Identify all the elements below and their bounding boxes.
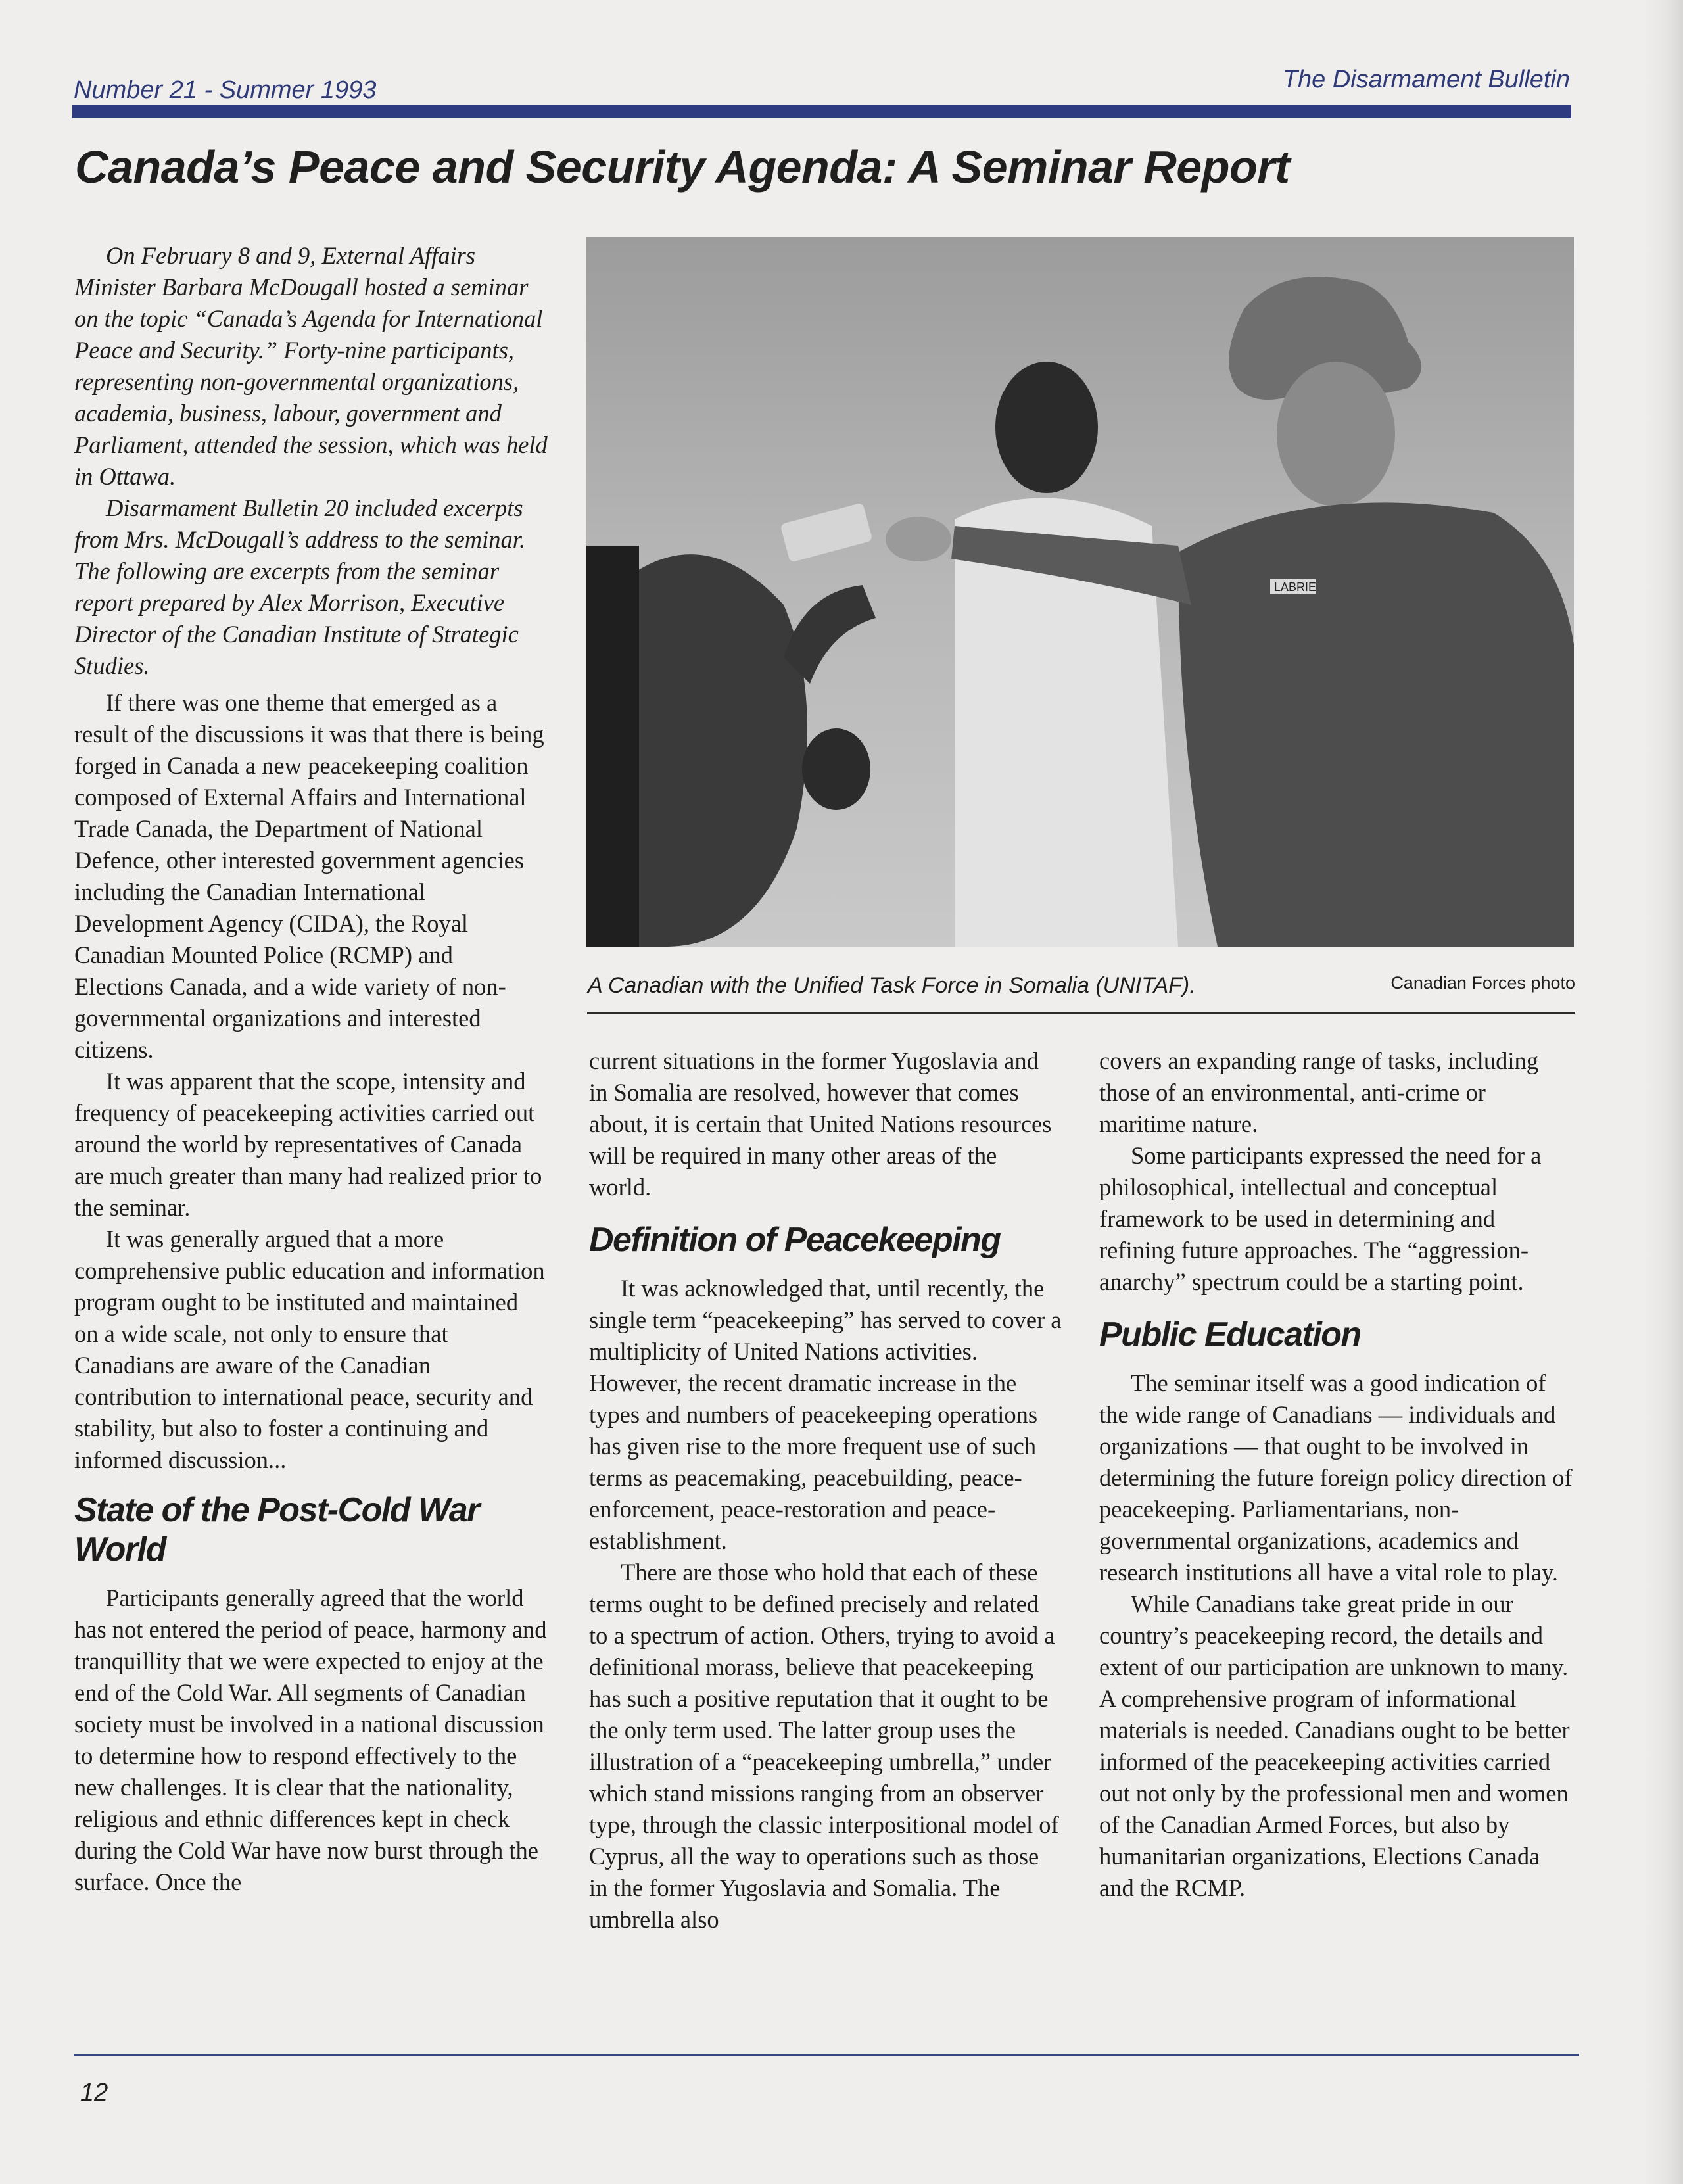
- body-paragraph: current situations in the former Yugoslavia and in Somalia are resolved, however that comes about, it is certain that United Nations resources will be required in many other areas of the world.: [589, 1047, 1052, 1200]
- body-paragraph: Participants generally agreed that the world has not entered the period of peace, harmony and tranquillity that we were expected to enjoy at the end of the Cold War. All segments of Canadian society must be involved in a national discussion to determine how to respond effectively to the new challenges. It is clear that the nationality, religious and ethnic differences kept in check during the Cold War have now burst through the surface. Once the: [74, 1584, 547, 1895]
- photo-illustration: [586, 237, 1574, 947]
- article-intro: [74, 240, 548, 682]
- column-2: [589, 1045, 1062, 1935]
- body-paragraph: The seminar itself was a good indication of the wide range of Canadians — individuals and organizations — that ought to be involved in determining the future foreign policy direction of peacekeeping. Parliamentarians, non-governmental organizations, academics and research institutions all have a vital role to play.: [1099, 1369, 1573, 1586]
- page-edge-shadow: [1644, 0, 1683, 2184]
- header-rule: [72, 105, 1571, 118]
- article-photo: [586, 237, 1574, 947]
- body-paragraph: There are those who hold that each of these terms ought to be defined precisely and related to a spectrum of action. Others, trying to avoid a definitional morass, believe that peacekeeping has such a positive reputation that it ought to be the only term used. The latter group uses the illustration of a “peacekeeping umbrella,” under which stand missions ranging from an observer type, through the classic interpositional model of Cyprus, all the way to operations such as those in the former Yugoslavia and Somalia. The umbrella also: [589, 1559, 1059, 1933]
- photo-caption: A Canadian with the Unified Task Force in Somalia (UNITAF).: [588, 973, 1196, 998]
- section-heading-public-education: Public Education: [1099, 1316, 1361, 1354]
- body-paragraph: It was apparent that the scope, intensity and frequency of peacekeeping activities carried out around the world by representatives of Canada are much greater than many had realized prior to the seminar.: [74, 1068, 542, 1221]
- article-title: Canada’s Peace and Security Agenda: A Seminar Report: [75, 141, 1290, 193]
- footer-rule: [74, 2054, 1579, 2056]
- body-paragraph: It was acknowledged that, until recently, the single term “peacekeeping” has served to cover a multiplicity of United Nations activities. However, the recent dramatic increase in the types and numbers of peacekeeping operations has given rise to the more frequent use of such terms as peacemaking, peacebuilding, peace-enforcement, peace-restoration and peace-establishment.: [589, 1275, 1062, 1554]
- body-paragraph: If there was one theme that emerged as a result of the discussions it was that there is being forged in Canada a new peacekeeping coalition composed of External Affairs and International Trade Canada, the Department of National Defence, other interested government agencies including the Canadian International Development Agency (CIDA), the Royal Canadian Mounted Police (RCMP) and Elections Canada, and a wide variety of non-governmental organizations and interested citizens.: [74, 689, 544, 1063]
- caption-rule: [587, 1012, 1575, 1014]
- intro-paragraph: On February 8 and 9, External Affairs Minister Barbara McDougall hosted a seminar on the topic “Canada’s Agenda for International Peace and Security.” Forty-nine participants, representing non-governmental organizations, academia, business, labour, government and Parliament, attended the session, which was held in Ottawa.: [74, 242, 548, 490]
- body-paragraph: covers an expanding range of tasks, including those of an environmental, anti-crime or maritime nature.: [1099, 1047, 1538, 1137]
- column-1: [74, 240, 548, 1898]
- body-paragraph: While Canadians take great pride in our country’s peacekeeping record, the details and extent of our participation are unknown to many. A comprehensive program of informational materials is needed. Canadians ought to be better informed of the peacekeeping activities carried out not only by the professional men and women of the Canadian Armed Forces, but also by humanitarian organizations, Elections Canada and the RCMP.: [1099, 1590, 1570, 1901]
- section-heading-post-cold-war: State of the Post-Cold War World: [74, 1491, 479, 1569]
- intro-paragraph: Disarmament Bulletin 20 included excerpts from Mrs. McDougall’s address to the seminar. The following are excerpts from the seminar report prepared by Alex Morrison, Executive Director of the Canadian Institute of Strategic Studies.: [74, 494, 526, 679]
- body-paragraph: It was generally argued that a more comprehensive public education and information program ought to be instituted and maintained on a wide scale, not only to ensure that Canadians are aware of the Canadian contribution to international peace, security and stability, but also to foster a continuing and informed discussion...: [74, 1225, 545, 1473]
- page-number: 12: [80, 2079, 108, 2106]
- photo-name-tag: LABRIE: [1274, 581, 1317, 594]
- publication-name: The Disarmament Bulletin: [1282, 66, 1570, 93]
- body-paragraph: Some participants expressed the need for a philosophical, intellectual and conceptual framework to be used in determining and refining future approaches. The “aggression-anarchy” spectrum could be a starting point.: [1099, 1142, 1542, 1295]
- issue-label: Number 21 - Summer 1993: [74, 76, 377, 104]
- column-3: [1099, 1045, 1573, 1904]
- photo-credit: Canadian Forces photo: [1390, 973, 1575, 993]
- section-heading-definition: Definition of Peacekeeping: [589, 1221, 1001, 1259]
